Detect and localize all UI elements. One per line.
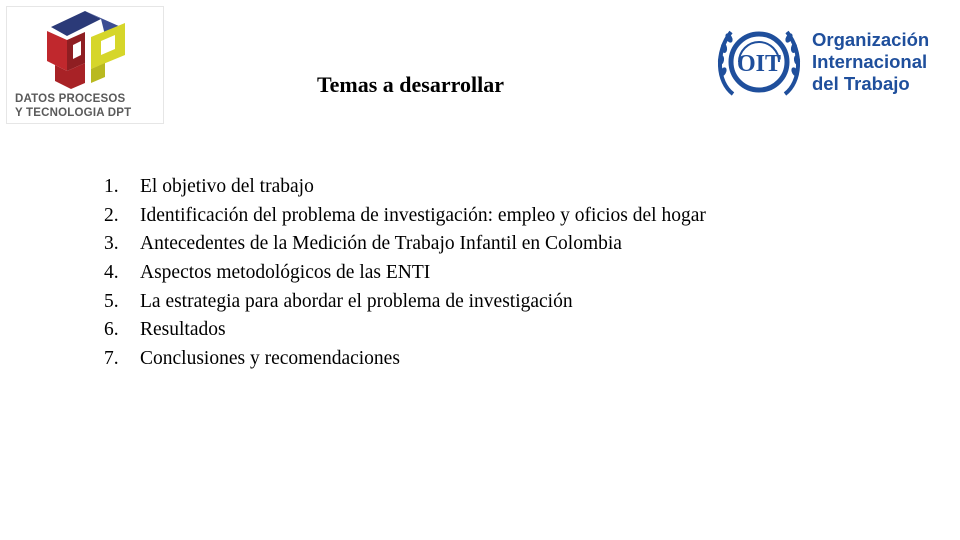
ilo-logo-text-line3: del Trabajo — [812, 73, 910, 94]
topics-list — [104, 173, 706, 374]
dpt-cube-icon — [41, 9, 131, 91]
ilo-logo-text-line1: Organización — [812, 29, 930, 50]
list-item-text: Aspectos metodológicos de las ENTI — [140, 262, 431, 284]
ilo-logo — [713, 22, 948, 102]
list-item-number: 2. — [104, 204, 119, 226]
list-item — [104, 202, 706, 231]
list-item — [104, 288, 706, 317]
list-item-number: 7. — [104, 348, 119, 370]
list-item-number: 1. — [104, 176, 119, 197]
list-item — [104, 173, 706, 202]
list-item — [104, 316, 706, 345]
dpt-logo-text-line1: DATOS PROCESOS — [15, 93, 126, 105]
list-item — [104, 230, 706, 259]
slide-title: Temas a desarrollar — [317, 72, 504, 97]
list-item-text: Resultados — [140, 319, 226, 341]
list-item — [104, 345, 706, 374]
list-item-number: 6. — [104, 319, 119, 341]
list-item-number: 5. — [104, 290, 119, 312]
ilo-emblem-icon — [713, 22, 805, 102]
list-item-number: 4. — [104, 262, 119, 284]
list-item-text: Antecedentes de la Medición de Trabajo Infantil en Colombia — [140, 233, 622, 255]
ilo-logo-text-line2: Internacional — [812, 51, 928, 72]
dpt-logo — [6, 6, 164, 124]
list-item-text: El objetivo del trabajo — [140, 176, 314, 197]
list-item-text: Identificación del problema de investigación: empleo y oficios del hogar — [140, 204, 706, 226]
list-item-text: La estrategia para abordar el problema de investigación — [140, 290, 573, 312]
list-item-number: 3. — [104, 233, 119, 255]
dpt-logo-text-line2: Y TECNOLOGIA DPT — [15, 107, 132, 119]
list-item-text: Conclusiones y recomendaciones — [140, 348, 400, 370]
list-item — [104, 259, 706, 288]
ilo-emblem-text: OIT — [736, 51, 782, 77]
